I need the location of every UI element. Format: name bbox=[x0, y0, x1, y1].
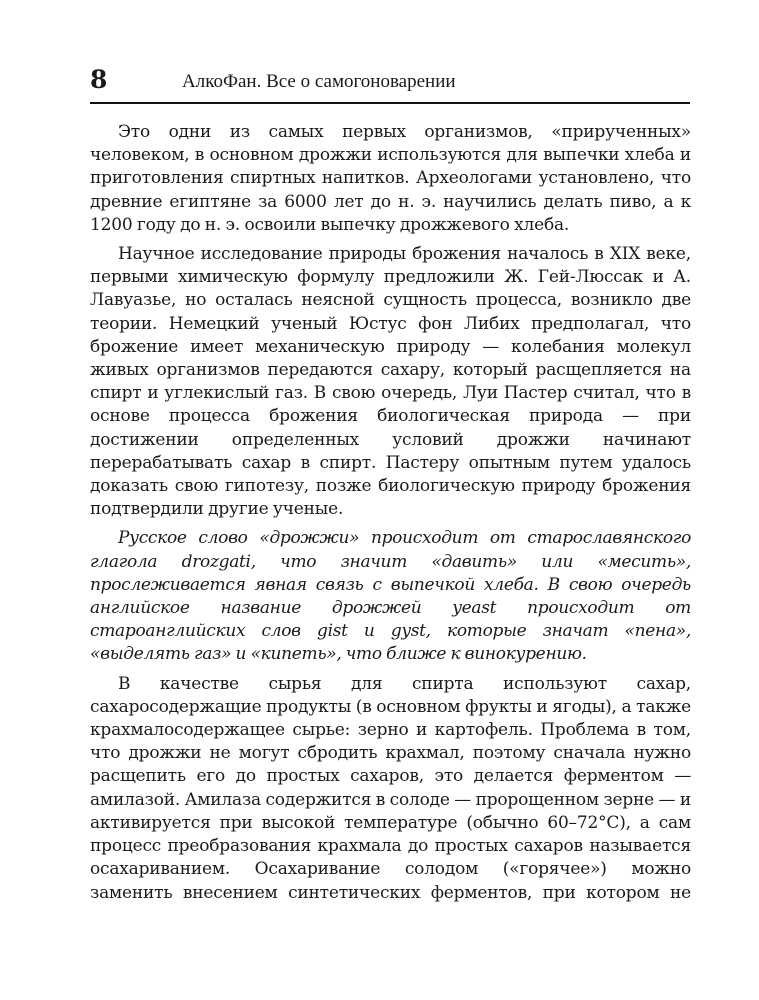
paragraph-raw-materials: В качестве сырья для спирта используют сахар, сахаросодержащие продукты (в основном фрукты и ягоды), а также крахмалосодержащее сырье: зерно и картофель. Проблема в том, что дрожжи не могут сбродить крахмал, поэтому сначала нужно расщепить его до простых сахаров, это делается ферментом — амилазой. Амилаза содержится в солоде — пророщенном зерне — и активируется при высокой температуре (обычно 60–72°C), а сам процесс преобразования крахмала до простых сахаров называется осахариванием. Осахаривание солодом («горячее») можно заменить внесением синтетических ферментов, при котором не bbox=[90, 673, 691, 903]
paragraph-etymology-note: Русское слово «дрожжи» происходит от старославянского глагола drozgati, что значит «давить» или «месить», прослеживается явная связь с выпечкой хлеба. В свою очередь английское название дрожжей yeast происходит от староанглийских слов gist и gyst, которые значат «пена», «выделять газ» и «кипеть», что ближе к винокурению. bbox=[90, 528, 691, 665]
body-text bbox=[90, 121, 691, 905]
paragraph-fermentation-research: Научное исследование природы брожения началось в XIX веке, первыми химическую формулу предложили Ж. Гей-Люссак и А. Лавуазье, но осталась неясной сущность процесса, возникло две теории. Немецкий ученый Юстус фон Либих предполагал, что брожение имеет механическую природу — колебания молекул живых организмов передаются сахару, который расщепляется на спирт и углекислый газ. В свою очередь, Луи Пастер считал, что в основе процесса брожения биологическая природа — при достижении определенных условий дрожжи начинают перерабатывать сахар в спирт. Пастеру опытным путем удалось доказать свою гипотезу, позже биологическую природу брожения подтвердили другие ученые. bbox=[90, 244, 691, 520]
paragraph-yeast-history: Это одни из самых первых организмов, «прирученных» человеком, в основном дрожжи используются для выпечки хлеба и приготовления спиртных напитков. Археологами установлено, что древние египтяне за 6000 лет до н. э. научились делать пиво, а к 1200 году до н. э. освоили выпечку дрожжевого хлеба. bbox=[90, 122, 691, 235]
page-header bbox=[90, 58, 690, 104]
running-title: АлкоФан. Все о самогоноварении bbox=[182, 71, 456, 92]
page-number: 8 bbox=[90, 65, 108, 94]
